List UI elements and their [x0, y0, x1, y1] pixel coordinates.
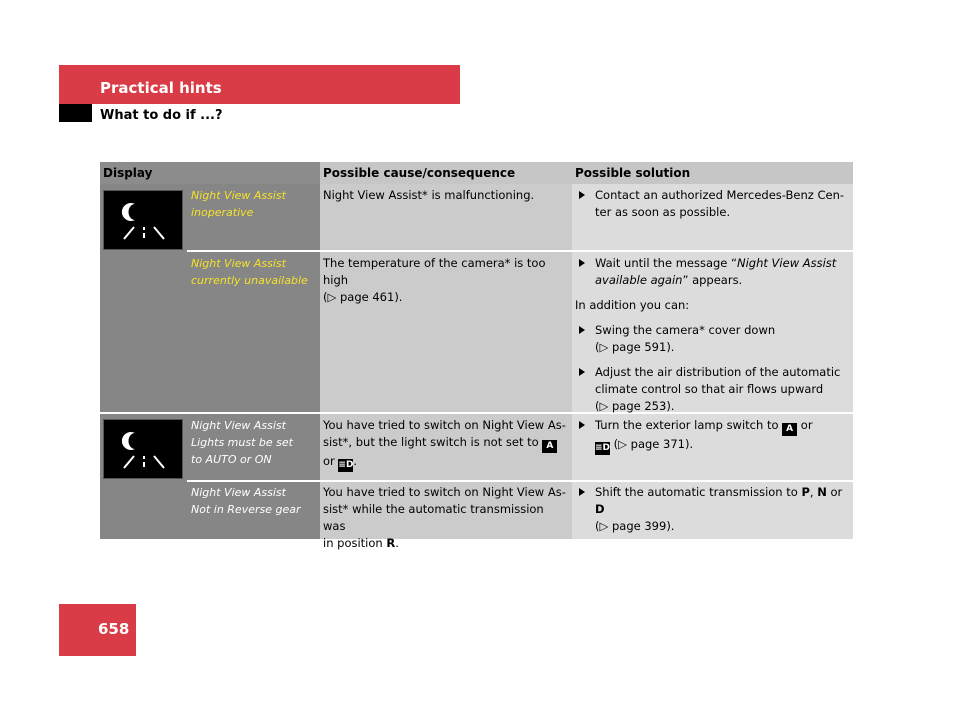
gear-position: D — [595, 502, 605, 516]
night-view-symbol — [104, 420, 184, 480]
solution-text — [575, 417, 850, 455]
message-line: Night View Assist — [191, 486, 286, 499]
step-line: Contact an authorized Mercedes-Benz Cen- — [595, 188, 845, 202]
text-span: Shift the automatic transmission to — [595, 485, 798, 499]
step-line: ter as soon as possible. — [595, 205, 731, 219]
step-line: Swing the camera* cover down — [595, 323, 776, 337]
message-line: Lights must be set — [191, 436, 293, 449]
row-divider — [187, 250, 853, 252]
step-line — [595, 436, 850, 455]
cause-text — [323, 255, 569, 306]
step-line — [595, 484, 850, 518]
auto-light-symbol: A — [542, 440, 557, 453]
auto-light-symbol: A — [782, 423, 797, 436]
cause-line: You have tried to switch on Night View As- — [323, 418, 566, 432]
cause-text: Night View Assist* is malfunctioning. — [323, 188, 535, 202]
message-line: Night View Assist — [191, 189, 286, 202]
cause-line: The temperature of the camera* is too high — [323, 256, 546, 287]
troubleshooting-table — [100, 162, 853, 550]
step-line: (▷ page 399). — [595, 519, 675, 533]
solution-step — [575, 322, 850, 356]
text-span: or — [830, 485, 843, 499]
display-message — [191, 417, 316, 468]
text-span: in position — [323, 536, 383, 550]
message-line: Not in Reverse gear — [191, 503, 301, 516]
cause-line — [323, 434, 569, 453]
solution-note: In addition you can: — [575, 298, 690, 312]
subsection-marker — [59, 104, 92, 122]
text-span: , — [809, 485, 814, 499]
row-divider — [187, 480, 853, 482]
solution-step — [575, 484, 850, 535]
cause-line: You have tried to switch on Night View As- — [323, 485, 566, 499]
text-span: ” appears. — [682, 273, 743, 287]
night-view-symbol — [104, 191, 184, 251]
night-view-icon — [103, 190, 183, 250]
low-beam-symbol: ≡D — [338, 460, 354, 470]
solution-step — [575, 364, 850, 415]
low-beam-symbol: ≡D — [595, 443, 611, 453]
gear-position: P — [801, 485, 810, 499]
text-span: or — [800, 418, 813, 432]
solution-step — [575, 255, 850, 289]
column-header-display: Display — [100, 162, 320, 184]
section-title: Practical hints — [100, 79, 222, 97]
cause-line: (▷ page 461). — [323, 290, 403, 304]
solution-text — [575, 484, 850, 535]
text-span: (▷ page 371). — [613, 437, 694, 451]
text-span: sist*, but the light switch is not set to — [323, 435, 539, 449]
cause-text — [323, 484, 569, 552]
step-line: (▷ page 591). — [595, 340, 675, 354]
message-line: Night View Assist — [191, 419, 286, 432]
text-span: or — [323, 454, 335, 468]
message-line: to AUTO or ON — [191, 453, 272, 466]
solution-text — [575, 255, 850, 415]
message-name: Night View Assist — [737, 256, 837, 270]
display-message — [191, 187, 316, 221]
step-line — [595, 417, 850, 436]
display-message — [191, 484, 316, 518]
message-line: Night View Assist — [191, 257, 286, 270]
step-line — [595, 255, 850, 272]
solution-text — [575, 187, 850, 221]
night-view-icon — [103, 419, 183, 479]
solution-step — [575, 187, 850, 221]
page-number: 658 — [98, 620, 130, 638]
message-line: currently unavailable — [191, 274, 308, 287]
gear-position: R — [386, 536, 396, 550]
gear-position: N — [817, 485, 827, 499]
cause-line: or ≡D. — [323, 454, 358, 470]
text-span: Wait until the message “ — [595, 256, 737, 270]
display-message — [191, 255, 316, 289]
step-line: (▷ page 253). — [595, 399, 675, 413]
message-name: available again — [595, 273, 683, 287]
cause-text — [323, 417, 569, 472]
step-line: Adjust the air distribution of the automatic — [595, 365, 841, 379]
column-header-solution: Possible solution — [572, 162, 853, 184]
cause-line: sist* while the automatic transmission was — [323, 502, 544, 533]
step-line: climate control so that air flows upward — [595, 382, 824, 396]
column-header-cause: Possible cause/consequence — [320, 162, 572, 184]
message-line: inoperative — [191, 206, 254, 219]
cause-line: in position R. — [323, 536, 399, 550]
solution-step — [575, 417, 850, 455]
text-span: Turn the exterior lamp switch to — [595, 418, 779, 432]
step-line — [595, 272, 850, 289]
subsection-title: What to do if ...? — [100, 108, 223, 123]
